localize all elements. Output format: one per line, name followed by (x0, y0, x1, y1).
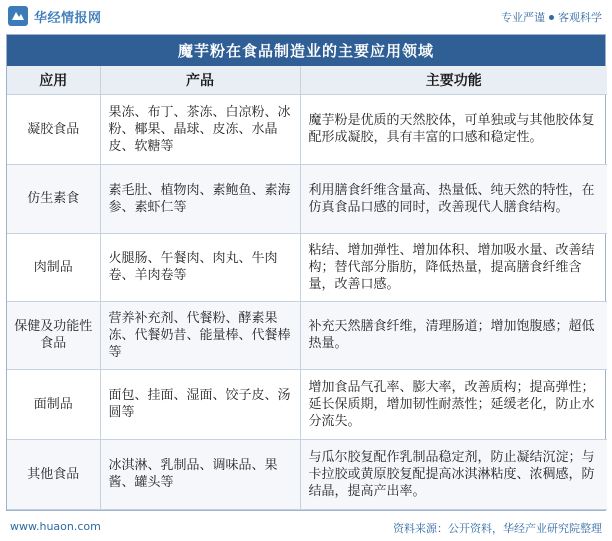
column-header-function: 主要功能 (300, 66, 607, 94)
website-link[interactable]: www.huaon.com (10, 520, 101, 533)
application-cell: 凝胶食品 (7, 94, 100, 164)
application-cell: 其他食品 (7, 439, 100, 509)
product-cell: 营养补充剂、代餐粉、酵素果冻、代餐奶昔、能量棒、代餐棒等 (100, 301, 300, 369)
product-cell: 素毛肚、植物肉、素鲍鱼、素海参、素虾仁等 (100, 164, 300, 233)
table-title: 魔芋粉在食品制造业的主要应用领域 (7, 35, 605, 66)
function-cell: 利用膳食纤维含量高、热量低、纯天然的特性，在仿真食品口感的同时，改善现代人膳食结构。 (300, 164, 607, 233)
application-table (7, 66, 607, 510)
slogan-right: 客观科学 (558, 11, 602, 24)
application-cell: 仿生素食 (7, 164, 100, 233)
product-cell: 果冻、布丁、茶冻、白凉粉、冰粉、椰果、晶球、皮冻、水晶皮、软糖等 (100, 94, 300, 164)
slogan-left: 专业严谨 (501, 11, 545, 24)
table-row (7, 439, 607, 509)
table-row (7, 369, 607, 439)
column-header-product: 产品 (100, 66, 300, 94)
table-row (7, 94, 607, 164)
source-note: 资料来源：公开资料，华经产业研究院整理 (393, 522, 602, 535)
product-cell: 冰淇淋、乳制品、调味品、果酱、罐头等 (100, 439, 300, 509)
slogan (501, 9, 602, 25)
function-cell: 粘结、增加弹性、增加体积、增加吸水量、改善结构；替代部分脂肪，降低热量，提高膳食纤维含量，改善口感。 (300, 233, 607, 301)
footer (0, 513, 612, 541)
function-cell: 与瓜尔胶复配作乳制品稳定剂，防止凝结沉淀；与卡拉胶或黄原胶复配提高冰淇淋粘度、浓稠感，防结晶，提高产出率。 (300, 439, 607, 509)
application-cell: 面制品 (7, 369, 100, 439)
application-cell: 保健及功能性食品 (7, 301, 100, 369)
table-frame (6, 34, 606, 511)
function-cell: 增加食品气孔率、膨大率，改善质构；提高弹性；延长保质期，增加韧性耐蒸性；延缓老化，防止水分流失。 (300, 369, 607, 439)
header-row (7, 66, 607, 94)
application-cell: 肉制品 (7, 233, 100, 301)
table-row (7, 164, 607, 233)
separator-dot-icon (549, 15, 554, 20)
column-header-application: 应用 (7, 66, 100, 94)
function-cell: 魔芋粉是优质的天然胶体，可单独或与其他胶体复配形成凝胶，具有丰富的口感和稳定性。 (300, 94, 607, 164)
brand-name: 华经情报网 (34, 10, 102, 26)
product-cell: 面包、挂面、湿面、饺子皮、汤圆等 (100, 369, 300, 439)
table-row (7, 233, 607, 301)
function-cell: 补充天然膳食纤维，清理肠道；增加饱腹感；超低热量。 (300, 301, 607, 369)
top-bar (0, 0, 612, 32)
product-cell: 火腿肠、午餐肉、肉丸、牛肉卷、羊肉卷等 (100, 233, 300, 301)
table-row (7, 301, 607, 369)
brand[interactable] (8, 6, 102, 26)
huajing-logo-icon (8, 6, 28, 26)
